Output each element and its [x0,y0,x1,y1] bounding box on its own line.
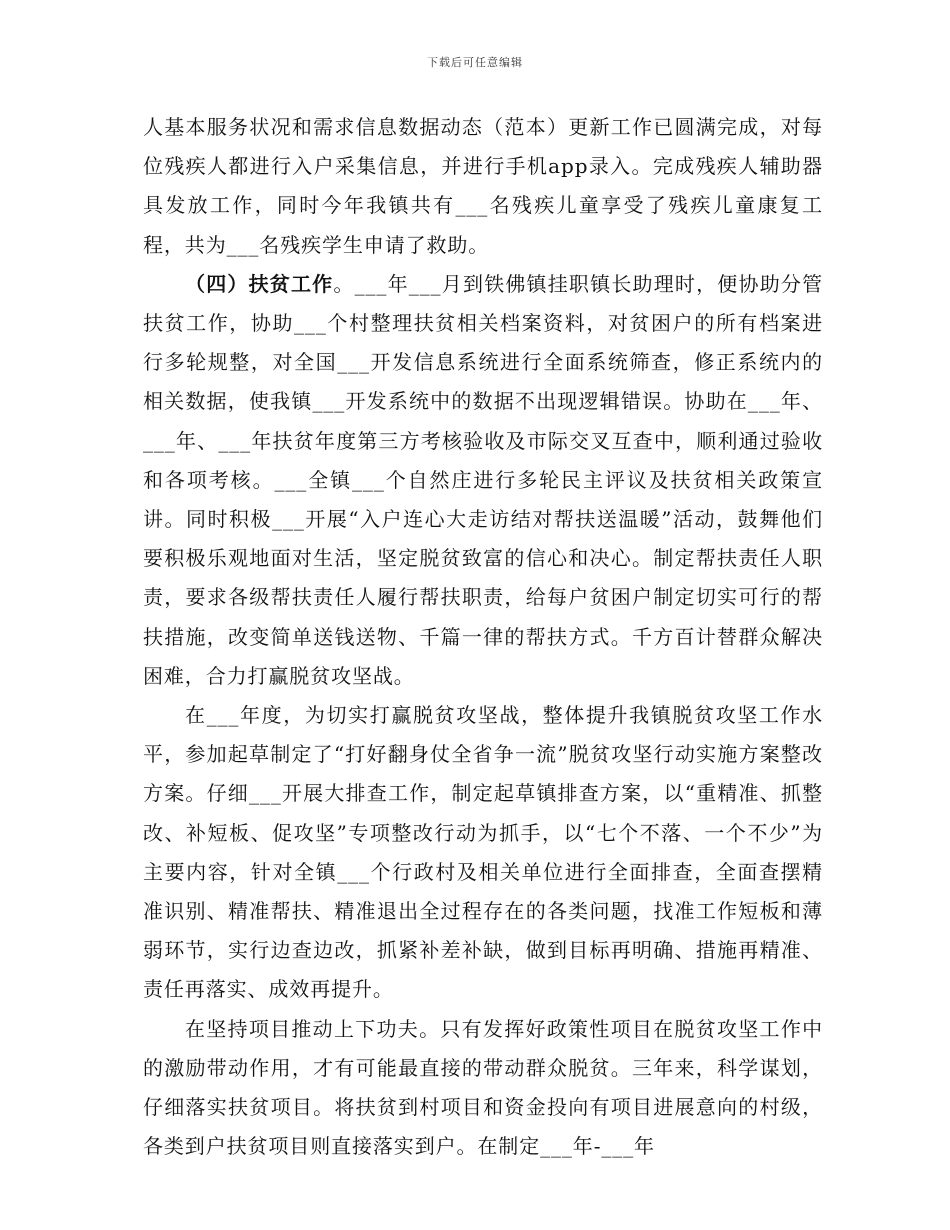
document-body [143,108,823,1166]
paragraph-4: 在坚持项目推动上下功夫。只有发挥好政策性项目在脱贫攻坚工作中的激励带动作用，才有可能最直接的带动群众脱贫。三年来，科学谋划，仔细落实扶贫项目。将扶贫到村项目和资金投向有项目进展意向的村级，各类到户扶贫项目则直接落实到户。在制定___年-___年 [143,1016,823,1159]
paragraph-2-text: 。___年___月到铁佛镇挂职镇长助理时，便协助分管扶贫工作，协助___个村整理扶贫相关档案资料，对贫困户的所有档案进行多轮规整，对全国___开发信息系统进行全面系统筛查，修正系统内的相关数据，使我镇___开发系统中的数据不出现逻辑错误。协助在___年、___年、___年扶贫年度第三方考核验收及市际交叉互查中，顺利通过验收和各项考核。___全镇___个自然庄进行多轮民主评议及扶贫相关政策宣讲。同时积极___开展“入户连心大走访结对帮扶送温暖”活动，鼓舞他们要积极乐观地面对生活，坚定脱贫致富的信心和决心。制定帮扶责任人职责，要求各级帮扶责任人履行帮扶职责，给每户贫困户制定切实可行的帮扶措施，改变简单送钱送物、千篇一律的帮扶方式。千方百计替群众解决困难，合力打赢脱贫攻坚战。 [143,271,823,688]
paragraph-2 [143,265,823,696]
section-heading: （四）扶贫工作 [185,271,334,296]
paragraph-1: 人基本服务状况和需求信息数据动态（范本）更新工作已圆满完成，对每位残疾人都进行入户采集信息，并进行手机app录入。完成残疾人辅助器具发放工作，同时今年我镇共有___名残疾儿童享受了残疾儿童康复工程，共为___名残疾学生申请了救助。 [143,115,823,257]
page-header: 下载后可任意编辑 [427,56,523,69]
paragraph-3: 在___年度，为切实打赢脱贫攻坚战，整体提升我镇脱贫攻坚工作水平，参加起草制定了“打好翻身仗全省争一流”脱贫攻坚行动实施方案整改方案。仔细___开展大排查工作，制定起草镇排查方案，以“重精准、抓整改、补短板、促攻坚”专项整改行动为抓手，以“七个不落、一个不少”为主要内容，针对全镇___个行政村及相关单位进行全面排查，全面查摆精准识别、精准帮扶、精准退出全过程存在的各类问题，找准工作短板和薄弱环节，实行边查边改，抓紧补差补缺，做到目标再明确、措施再精准、责任再落实、成效再提升。 [143,703,823,1002]
